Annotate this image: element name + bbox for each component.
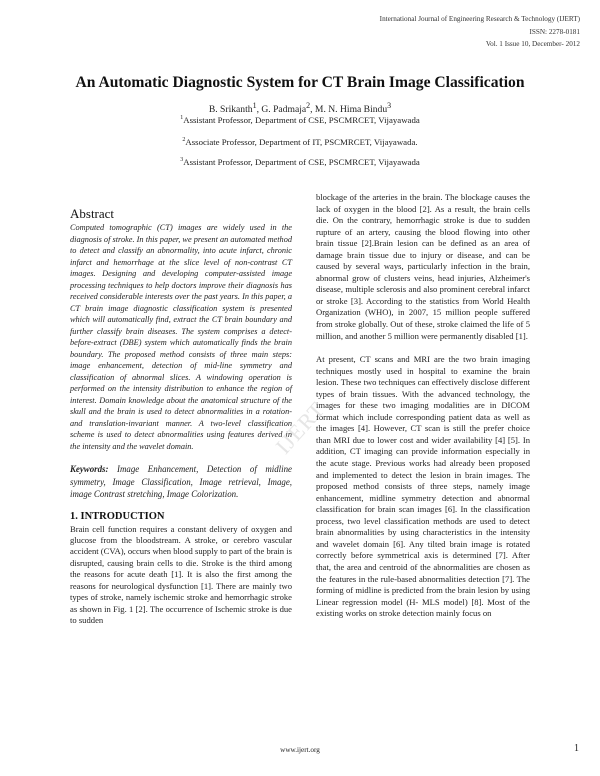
journal-header: [280, 13, 580, 51]
abstract-body: Computed tomographic (CT) images are widely used in the diagnosis of stroke. In this paper, we present an automated method to detect and classify an abnormality, into acute infarct, chronic infarct and hemorrhage at the slice level of non-contrast CT images. Designing and developing computer-assisted image processing techniques to help doctors improve their diagnosis has received considerable interests over the past years. In this paper, a CT brain image diagnostic classification system is presented which will automatically find, extract the CT brain boundary and further classify brain diseases. The system comprises a detect-before-extract (DBE) system which automatically finds the brain boundary. The proposed method consists of three main steps: image enhancement, detection of mid-line symmetry and classification of abnormal slices. A windowing operation is performed on the intensity distribution to enhance the region of interest. Domain knowledge about the anatomical structure of the skull and the brain is used to detect abnormalities in a rotation- and translation-invariant manner. A two-level classification scheme is used to detect abnormalities using features derived in the intensity and the wavelet domain.: [70, 223, 292, 451]
author-name: G. Padmaja: [261, 104, 307, 116]
author-sup: 3: [387, 101, 392, 110]
journal-name: International Journal of Engineering Research & Technology (IJERT): [379, 15, 580, 23]
keywords: [70, 463, 292, 500]
affiliation-1: $^1$Assistant Professor, Department of CSE, PSCMRCET, Vijayawada: [180, 115, 420, 125]
introduction-heading: 1. INTRODUCTION: [70, 510, 165, 522]
page-number: 1: [574, 743, 579, 754]
introduction-body: Brain cell function requires a constant delivery of oxygen and glucose from the bloodstream. A stroke, or cerebro vascular accident (CVA), occurs when blood supply to part of the brain is disrupted, causing brain cells to die. Stroke is the third among the reasons for acute death [1]. It is also the first among the reasons for neurological dysfunction [1]. There are mainly two types of stroke, namely ischemic stroke and hemorrhagic stroke as shown in Fig. 1 [2]. The occurrence of Ischemic stroke is due to sudden: [70, 523, 292, 626]
author-name: M. N. Hima Bindu: [314, 104, 388, 116]
left-column: [70, 206, 292, 626]
body-paragraph: At present, CT scans and MRI are the two brain imaging techniques mostly used in hospital to examine the brain lesion. These two techniques can effectively disclose different types of brain tissues. With the advanced technology, the images for these two imaging modalities are in DICOM format which include corresponding patient data as well as the images [4]. However, CT scan is still the prefer choice than MRI due to lower cost and wider availability [4] [5]. In addition, CT imaging can provide information especially in the acute stage. Previous works had already been proposed and implemented to detect the lesion in brain images. The proposed method consists of three steps, namely image enhancement, midline symmetry detection and abnormal classification for brain scan images [6]. In the classification process, two level classification methods are used to detect brain abnormalities by using characteristics in the intensity and wavelet domain [6]. Any tilted brain image is rotated correctly before symmetrical axis is determined [7]. After that, the area and centroid of the abnormalities are chosen as the features in the rule-based abnormalities detection [7]. The forming of midline is predicted from the brain lesion by using Linear regression model (H- MLS model) [8]. Most of the existing works on stroke detection mainly focus on: [316, 354, 530, 619]
journal-volume: Vol. 1 Issue 10, December- 2012: [485, 40, 580, 48]
body-paragraph: blockage of the arteries in the brain. The blockage causes the lack of oxygen in the blood [2]. As a result, the brain cells die. On the contrary, hemorrhagic stroke is due to sudden rupture of an artery, causing the blood flowing into other brain tissue [2].Brain lesion can be defined as an area of damage brain tissue due to injury or disease, and can be caused by several ways, particularly infection in the brain, abnormal grow of clusters veins, head injuries, Alzheimer's disease, multiple sclerosis and also prominent cerebral infarct or stroke [3]. According to the statistics from World Health Organization (WHO), in 2007, 15 million people suffered from stroke globally. Out of these, stroke claimed the life of 5 million, and another 5 million were permanently disabled [1].: [316, 192, 530, 341]
keywords-text: Image Enhancement, Detection of midline symmetry, Image Classification, Image retrieval, Image, image Contrast stretching, Image Colorization.: [70, 464, 292, 500]
abstract-heading: Abstract: [70, 206, 115, 221]
affiliation-2: $^2$Associate Professor, Department of IT, PSCMRCET, Vijayawada.: [182, 137, 418, 147]
journal-issn: ISSN: 2278-0181: [529, 27, 580, 36]
right-column: [316, 192, 530, 620]
watermark: IJERT: [270, 396, 330, 459]
author-sup: 2: [306, 101, 311, 110]
author-list: B. Srikanth$^1$, G. Padmaja$^2$, M. N. Hima Bindu$^3$: [208, 101, 392, 116]
author-name: B. Srikanth: [208, 104, 253, 116]
paper-title: An Automatic Diagnostic System for CT Brain Image Classification: [75, 74, 525, 91]
footer-url[interactable]: www.ijert.org: [280, 746, 320, 754]
affiliation-3: $^3$Assistant Professor, Department of CSE, PSCMRCET, Vijayawada: [180, 157, 420, 167]
keywords-label: Keywords:: [70, 464, 109, 475]
author-sup: 1: [252, 101, 257, 110]
